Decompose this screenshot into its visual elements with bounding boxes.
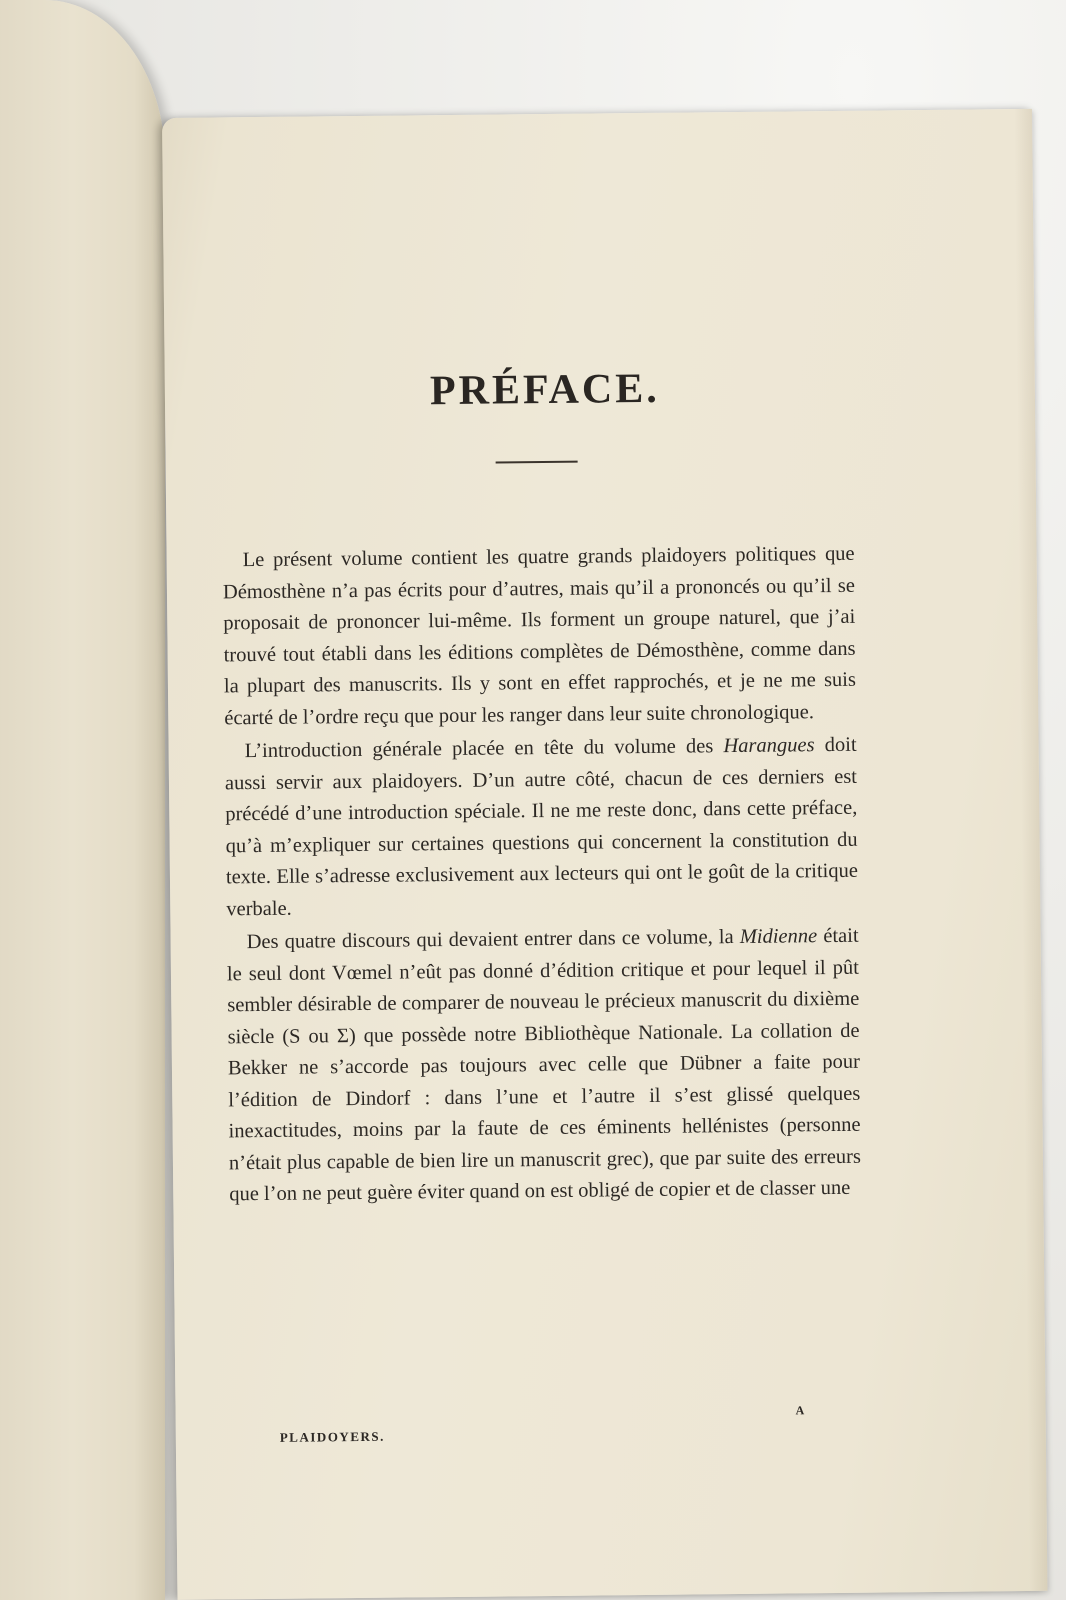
left-page [0,0,165,1600]
book-page [162,109,1047,1600]
italic-work-title: Harangues [723,734,815,758]
title-rule [496,461,578,464]
paragraph-1: Le présent volume contient les quatre grands plaidoyers politiques que Démosthène n’a pas écrits pour d’autres, mais qu’il a prononcés ou qu’il se proposait de prononcer lui-même. Ils forment un groupe naturel, que j’ai trouvé tout établi dans les éditions complètes de Démosthène, comme dans la plupart des manuscrits. Ils y sont en effet rapprochés, et je ne me suis écarté de l’ordre reçu que pour les ranger dans leur suite chronologique. [222,542,857,729]
paragraph-2: L’introduction générale placée en tête du volume des Harangues doit aussi servir aux plaidoyers. D’un autre côté, chacun de ces derniers est précédé d’une introduction spéciale. Il ne me reste donc, dans cette préface, qu’à m’expliquer sur certaines questions qui concernent la constitution du texte. Elle s’adresse exclusivement aux lecteurs qui ont le goût de la critique verbale. [224,733,859,920]
page-title: PRÉFACE. [429,365,660,415]
running-footer: PLAIDOYERS. [279,1428,385,1445]
italic-work-title: Midienne [739,925,818,948]
paragraph-3: Des quatre discours qui devaient entrer dans ce volume, la Midienne était le seul dont Vœmel n’eût pas donné d’édition critique et pour lequel il pût sembler désirable de comparer de nouveau le précieux manuscrit du dixième siècle (S ou Σ) que possède notre Bibliothèque Nationale. La collation de Bekker ne s’accorde pas toujours avec celle que Dübner a faite pour l’édition de Dindorf : dans l’une et l’autre il s’est glissé quelques inexactitudes, moins par la faute de ces éminents hellénistes (personne n’était plus capable de bien lire un manuscrit grec), que par suite des erreurs que l’on ne peut guère éviter quand on est obligé de copier et de classer une [226,924,862,1206]
body-text [222,539,861,1213]
signature-mark: A [795,1403,805,1418]
